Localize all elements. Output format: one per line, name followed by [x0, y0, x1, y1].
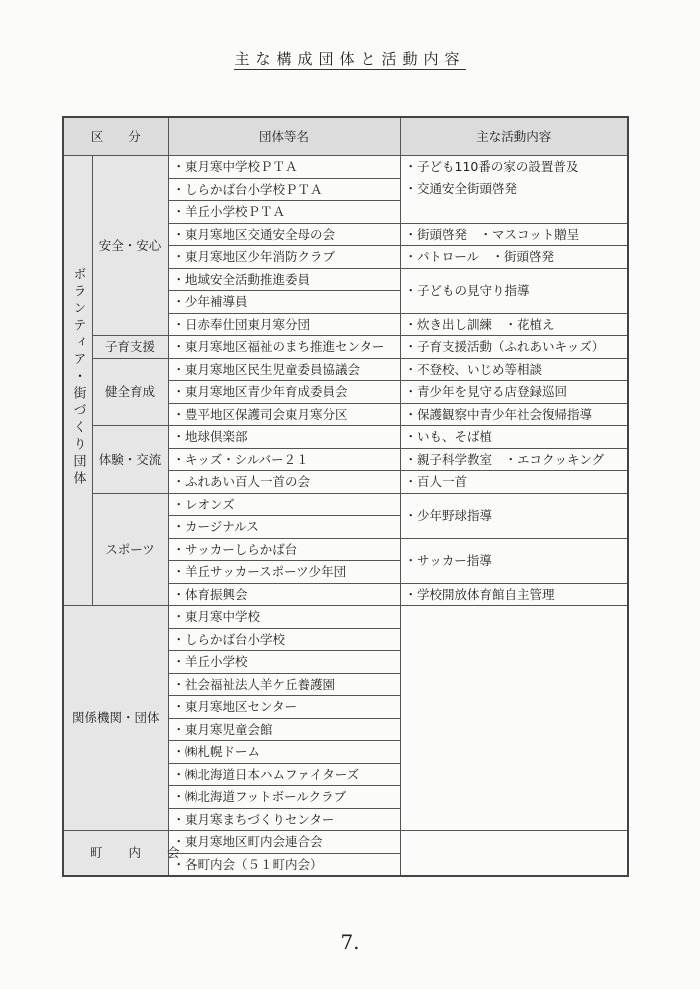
org-name: ・東月寒地区民生児童委員協議会: [168, 358, 400, 381]
activity-text: ・交通安全街頭啓発: [404, 181, 518, 196]
category-neighborhood-label: 町内会: [90, 845, 206, 861]
org-name: ・東月寒地区交通安全母の会: [168, 223, 400, 246]
org-name: ・レオンズ: [168, 493, 400, 516]
org-name: ・東月寒地区福祉のまち推進センター: [168, 336, 400, 359]
subcategory-youth: 健全育成: [92, 358, 168, 426]
org-name: ・日赤奉仕団東月寒分団: [168, 313, 400, 336]
activity-text: ・学校開放体育館自主管理: [400, 583, 628, 606]
table-row: [63, 156, 628, 179]
org-name: ・羊丘サッカースポーツ少年団: [168, 561, 400, 584]
table-row: [63, 426, 628, 449]
org-name: ・体育振興会: [168, 583, 400, 606]
org-name: ・東月寒まちづくりセンター: [168, 808, 400, 831]
activity-cell: [400, 156, 628, 224]
activity-text: ・パトロール ・街頭啓発: [400, 246, 628, 269]
table-row: [63, 336, 628, 359]
page-title: 主な構成団体と活動内容: [234, 50, 466, 68]
org-name: ・しらかば台小学校ＰＴＡ: [168, 178, 400, 201]
activity-text: ・サッカー指導: [400, 538, 628, 583]
org-name: ・東月寒児童会館: [168, 718, 400, 741]
activity-text: ・いも、そば植: [400, 426, 628, 449]
header-category: 区 分: [63, 117, 168, 156]
org-name: ・㈱北海道日本ハムファイターズ: [168, 763, 400, 786]
category-neighborhood: [63, 831, 206, 877]
empty-activity-cell: [400, 606, 628, 831]
org-name: ・羊丘小学校: [168, 651, 400, 674]
org-name: ・東月寒地区青少年育成委員会: [168, 381, 400, 404]
table-row: [63, 358, 628, 381]
table-row: [63, 831, 628, 854]
activity-text: ・街頭啓発 ・マスコット贈呈: [400, 223, 628, 246]
activity-text: ・百人一首: [400, 471, 628, 494]
subcategory-childcare: 子育支援: [92, 336, 168, 359]
org-name: ・ふれあい百人一首の会: [168, 471, 400, 494]
org-name: ・キッズ・シルバー２１: [168, 448, 400, 471]
activity-text: ・子育支援活動（ふれあいキッズ）: [400, 336, 628, 359]
volunteer-category: ボランティア・街づくり団体: [63, 156, 92, 606]
org-name: ・サッカーしらかば台: [168, 538, 400, 561]
table-header-row: [63, 117, 628, 156]
org-name: ・豊平地区保護司会東月寒分区: [168, 403, 400, 426]
activity-text: ・少年野球指導: [400, 493, 628, 538]
subcategory-safety: 安全・安心: [92, 156, 168, 336]
header-organization: 団体等名: [168, 117, 400, 156]
org-name: ・カージナルス: [168, 516, 400, 539]
category-institutions: 関係機関・団体: [63, 606, 168, 831]
org-name: ・各町内会（５１町内会）: [168, 853, 400, 876]
org-name: ・東月寒中学校ＰＴＡ: [168, 156, 400, 179]
org-name: ・東月寒地区町内会連合会: [168, 831, 400, 854]
org-name: ・地球倶楽部: [168, 426, 400, 449]
empty-activity-cell: [400, 831, 628, 877]
subcategory-exchange: 体験・交流: [92, 426, 168, 494]
activity-text: ・炊き出し訓練 ・花植え: [400, 313, 628, 336]
activity-text: ・青少年を見守る店登録巡回: [400, 381, 628, 404]
activity-text: ・不登校、いじめ等相談: [400, 358, 628, 381]
org-name: ・㈱札幌ドーム: [168, 741, 400, 764]
organization-table: [62, 116, 629, 877]
table-row: [63, 493, 628, 516]
org-name: ・社会福祉法人羊ケ丘養護園: [168, 673, 400, 696]
header-activities: 主な活動内容: [400, 117, 628, 156]
org-name: ・羊丘小学校ＰＴＡ: [168, 201, 400, 224]
org-name: ・東月寒地区センター: [168, 696, 400, 719]
activity-text: ・親子科学教室 ・エコクッキング: [400, 448, 628, 471]
org-name: ・東月寒中学校: [168, 606, 400, 629]
org-name: ・地域安全活動推進委員: [168, 268, 400, 291]
org-name: ・東月寒地区少年消防クラブ: [168, 246, 400, 269]
org-name: ・しらかば台小学校: [168, 628, 400, 651]
org-name: ・㈱北海道フットボールクラブ: [168, 786, 400, 809]
activity-text: ・子どもの見守り指導: [400, 268, 628, 313]
page-number: 7.: [340, 930, 360, 954]
subcategory-sports: スポーツ: [92, 493, 168, 606]
org-name: ・少年補導員: [168, 291, 400, 314]
activity-text: ・子ども110番の家の設置普及: [404, 159, 579, 174]
table-row: [63, 606, 628, 629]
activity-text: ・保護観察中青少年社会復帰指導: [400, 403, 628, 426]
